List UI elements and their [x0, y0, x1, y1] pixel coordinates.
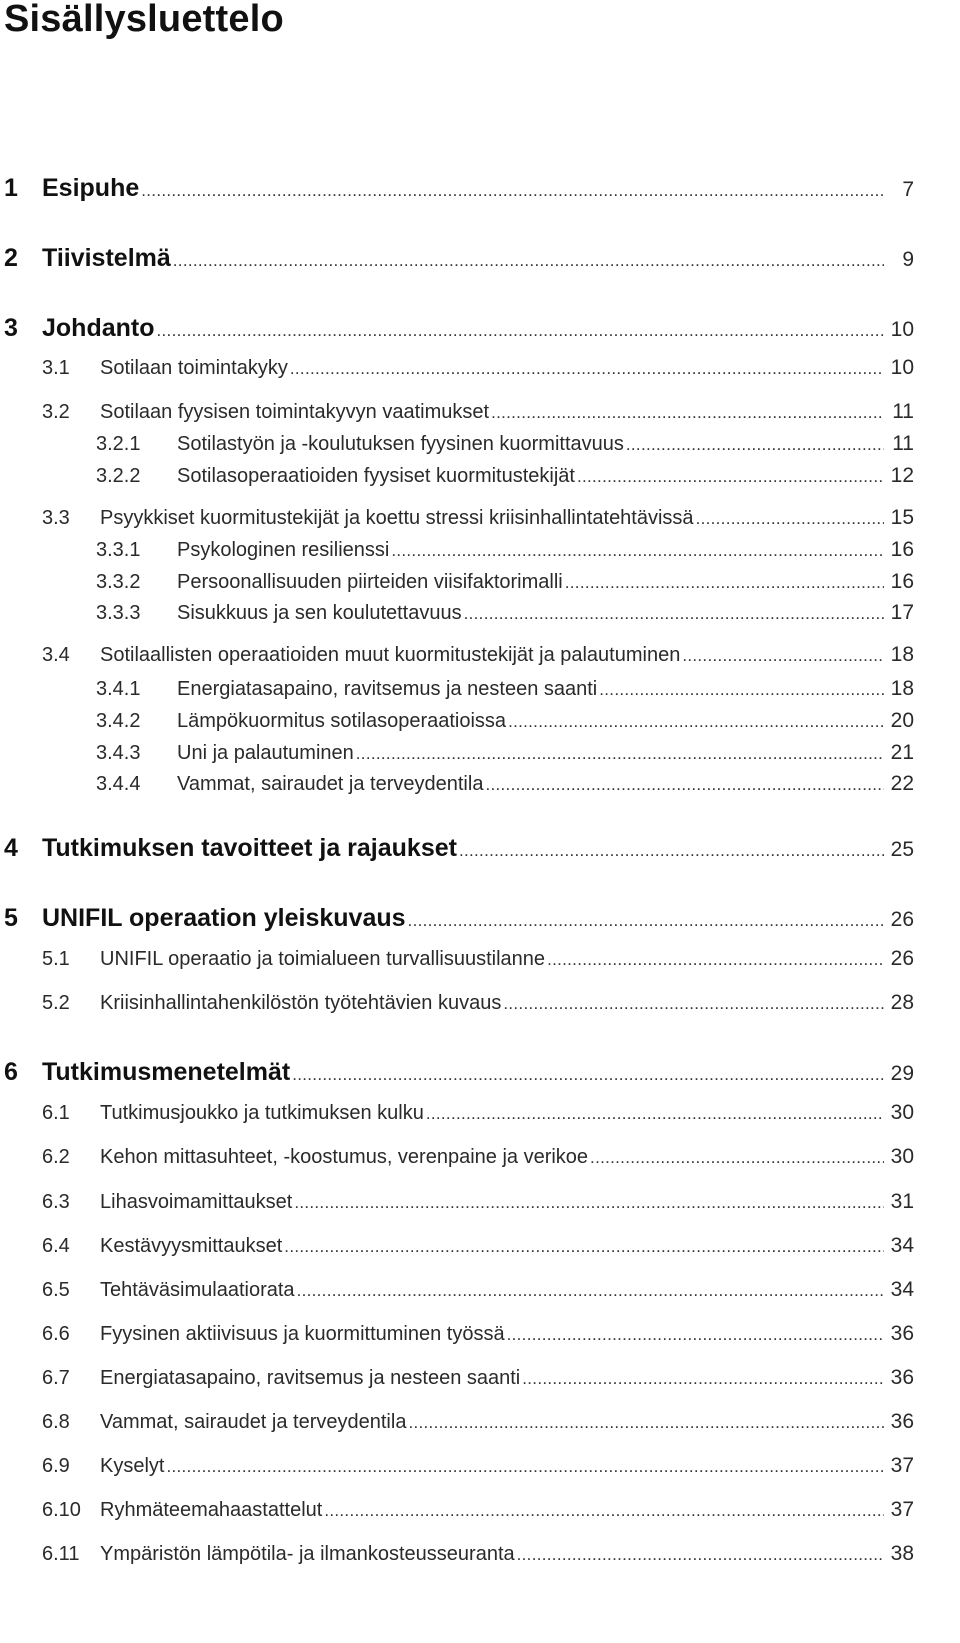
toc-number: 6.8 [42, 1411, 70, 1433]
toc-number: 2 [4, 244, 18, 272]
toc-entry-3-3-3[interactable] [0, 601, 960, 641]
toc-label: Sotilaan toimintakyky [100, 357, 288, 379]
toc-label: Tiivistelmä [42, 244, 171, 272]
leader-dots [696, 509, 884, 529]
toc-entry-6-9[interactable] [0, 1454, 960, 1494]
toc-page: 36 [890, 1366, 914, 1389]
leader-dots [391, 541, 884, 561]
toc-label: Sotilaan fyysisen toimintakyvyn vaatimukset [100, 401, 490, 423]
toc-label: UNIFIL operaatio ja toimialueen turvallisuustilanne [100, 948, 546, 970]
toc-label: Tehtäväsimulaatiorata [100, 1279, 295, 1301]
toc-label: Kriisinhallintahenkilöstön työtehtävien kuvaus [100, 992, 502, 1014]
leader-dots [292, 1065, 884, 1085]
toc-page: 16 [890, 538, 914, 561]
toc-label: Kehon mittasuhteet, -koostumus, verenpaine ja verikoe [100, 1146, 589, 1168]
toc-label: Esipuhe [42, 174, 140, 202]
toc-entry-3[interactable] [0, 314, 960, 354]
toc-page: 28 [890, 991, 914, 1014]
toc-page: 36 [890, 1322, 914, 1345]
toc-label: Fyysinen aktiivisuus ja kuormittuminen työssä [100, 1323, 505, 1345]
toc-label: Sotilasoperaatioiden fyysiset kuormitustekijät [177, 465, 575, 487]
toc-entry-6-5[interactable] [0, 1278, 960, 1318]
leader-dots [547, 950, 884, 970]
toc-entry-6-2[interactable] [0, 1145, 960, 1185]
leader-dots [408, 911, 884, 931]
toc-number: 3.3.3 [96, 602, 141, 624]
toc-label: Johdanto [42, 314, 155, 342]
toc-entry-6-8[interactable] [0, 1410, 960, 1450]
leader-dots [491, 403, 884, 423]
toc-label: Sotilaallisten operaatioiden muut kuormitustekijät ja palautuminen [100, 644, 681, 666]
toc-entry-6-7[interactable] [0, 1366, 960, 1406]
leader-dots [577, 467, 884, 487]
leader-dots [141, 181, 884, 201]
toc-entry-2[interactable] [0, 244, 960, 284]
toc-label: Tutkimusjoukko ja tutkimuksen kulku [100, 1102, 424, 1124]
toc-page: 9 [902, 248, 914, 271]
toc-label: Uni ja palautuminen [177, 742, 354, 764]
toc-entry-3-1[interactable] [0, 356, 960, 396]
toc-page: 34 [890, 1278, 914, 1301]
toc-label: Kyselyt [100, 1455, 165, 1477]
toc-number: 6.9 [42, 1455, 70, 1477]
toc-number: 3.4.3 [96, 742, 141, 764]
toc-page: 37 [890, 1454, 914, 1477]
toc-page: 11 [892, 432, 914, 455]
leader-dots [290, 359, 884, 379]
toc-number: 6.4 [42, 1235, 70, 1257]
toc-label: UNIFIL operaation yleiskuvaus [42, 904, 406, 932]
toc-page: 18 [890, 677, 914, 700]
toc-label: Kestävyysmittaukset [100, 1235, 283, 1257]
toc-page: 11 [892, 400, 914, 423]
leader-dots [426, 1104, 884, 1124]
leader-dots [517, 1545, 884, 1565]
toc-number: 5.2 [42, 992, 70, 1014]
toc-entry-6-11[interactable] [0, 1542, 960, 1582]
toc-page: 17 [890, 601, 914, 624]
toc-number: 3 [4, 314, 18, 342]
toc-page: 12 [890, 464, 914, 487]
toc-number: 6.7 [42, 1367, 70, 1389]
toc-label: Ympäristön lämpötila- ja ilmankosteusseuranta [100, 1543, 515, 1565]
toc-number: 3.1 [42, 357, 70, 379]
leader-dots [324, 1501, 884, 1521]
toc-entry-3-4-4[interactable] [0, 772, 960, 812]
leader-dots [459, 841, 884, 861]
toc-number: 3.3.2 [96, 571, 141, 593]
leader-dots [565, 573, 884, 593]
toc-number: 3.4.2 [96, 710, 141, 732]
toc-entry-5-2[interactable] [0, 991, 960, 1031]
toc-number: 3.3 [42, 507, 70, 529]
toc-label: Tutkimusmenetelmät [42, 1058, 291, 1086]
toc-label: Sisukkuus ja sen koulutettavuus [177, 602, 462, 624]
leader-dots [626, 435, 884, 455]
leader-dots [173, 251, 884, 271]
toc-page: 25 [890, 838, 914, 861]
toc-label: Psykologinen resilienssi [177, 539, 390, 561]
toc-label: Energiatasapaino, ravitsemus ja nesteen saanti [100, 1367, 521, 1389]
toc-page: 16 [890, 570, 914, 593]
toc-number: 3.3.1 [96, 539, 141, 561]
leader-dots [157, 321, 885, 341]
toc-number: 1 [4, 174, 18, 202]
toc-label: Energiatasapaino, ravitsemus ja nesteen saanti [177, 678, 598, 700]
toc-page: 30 [890, 1101, 914, 1124]
leader-dots [507, 1325, 884, 1345]
toc-number: 5 [4, 904, 18, 932]
toc-number: 4 [4, 834, 18, 862]
toc-entry-5[interactable] [0, 904, 960, 944]
toc-page: 20 [890, 709, 914, 732]
toc-label: Vammat, sairaudet ja terveydentila [177, 773, 484, 795]
leader-dots [682, 646, 884, 666]
leader-dots [284, 1237, 884, 1257]
leader-dots [590, 1148, 884, 1168]
leader-dots [166, 1457, 884, 1477]
toc-page: 26 [890, 908, 914, 931]
toc-number: 6.10 [42, 1499, 81, 1521]
toc-number: 3.4.4 [96, 773, 141, 795]
leader-dots [522, 1369, 884, 1389]
toc-page: 38 [890, 1542, 914, 1565]
toc-entry-6-3[interactable] [0, 1190, 960, 1230]
toc-page: 37 [890, 1498, 914, 1521]
toc-page: 29 [890, 1062, 914, 1085]
toc-label: Lihasvoimamittaukset [100, 1191, 293, 1213]
leader-dots [464, 604, 884, 624]
toc-number: 3.2.2 [96, 465, 141, 487]
toc-entry-5-1[interactable] [0, 947, 960, 987]
toc-entry-1[interactable] [0, 174, 960, 214]
toc-number: 6 [4, 1058, 18, 1086]
toc-entry-3-2-2[interactable] [0, 464, 960, 504]
leader-dots [356, 744, 884, 764]
toc-number: 3.4 [42, 644, 70, 666]
leader-dots [485, 775, 884, 795]
toc-entry-6-4[interactable] [0, 1234, 960, 1274]
toc-entry-4[interactable] [0, 834, 960, 874]
toc-entry-6-6[interactable] [0, 1322, 960, 1362]
toc-page: 10 [890, 356, 914, 379]
toc-label: Sotilastyön ja -koulutuksen fyysinen kuormittavuus [177, 433, 624, 455]
toc-number: 6.3 [42, 1191, 70, 1213]
toc-entry-6[interactable] [0, 1058, 960, 1098]
toc-number: 6.5 [42, 1279, 70, 1301]
toc-page: 10 [890, 318, 914, 341]
toc-number: 6.6 [42, 1323, 70, 1345]
toc-number: 6.2 [42, 1146, 70, 1168]
toc-number: 3.2 [42, 401, 70, 423]
toc-number: 3.2.1 [96, 433, 141, 455]
toc-page: 21 [890, 741, 914, 764]
leader-dots [503, 994, 884, 1014]
toc-page: 36 [890, 1410, 914, 1433]
toc-page: 30 [890, 1145, 914, 1168]
toc-label: Persoonallisuuden piirteiden viisifaktorimalli [177, 571, 563, 593]
toc-page: 18 [890, 643, 914, 666]
toc-page: 22 [890, 772, 914, 795]
toc-entry-6-10[interactable] [0, 1498, 960, 1538]
leader-dots [599, 680, 884, 700]
toc-label: Psyykkiset kuormitustekijät ja koettu stressi kriisinhallintatehtävissä [100, 507, 694, 529]
toc-page: 26 [890, 947, 914, 970]
toc-page: 7 [902, 178, 914, 201]
toc-number: 5.1 [42, 948, 70, 970]
toc-number: 3.4.1 [96, 678, 141, 700]
toc-page: 31 [890, 1190, 914, 1213]
page-title: Sisällysluettelo [4, 0, 284, 40]
leader-dots [297, 1281, 884, 1301]
leader-dots [294, 1193, 884, 1213]
toc-page: 34 [890, 1234, 914, 1257]
toc-label: Vammat, sairaudet ja terveydentila [100, 1411, 407, 1433]
leader-dots [508, 712, 884, 732]
toc-page: 15 [890, 506, 914, 529]
toc-label: Tutkimuksen tavoitteet ja rajaukset [42, 834, 457, 862]
toc-number: 6.1 [42, 1102, 70, 1124]
toc-label: Lämpökuormitus sotilasoperaatioissa [177, 710, 507, 732]
toc-label: Ryhmäteemahaastattelut [100, 1499, 323, 1521]
leader-dots [408, 1413, 884, 1433]
toc-entry-6-1[interactable] [0, 1101, 960, 1141]
toc-number: 6.11 [42, 1543, 80, 1565]
